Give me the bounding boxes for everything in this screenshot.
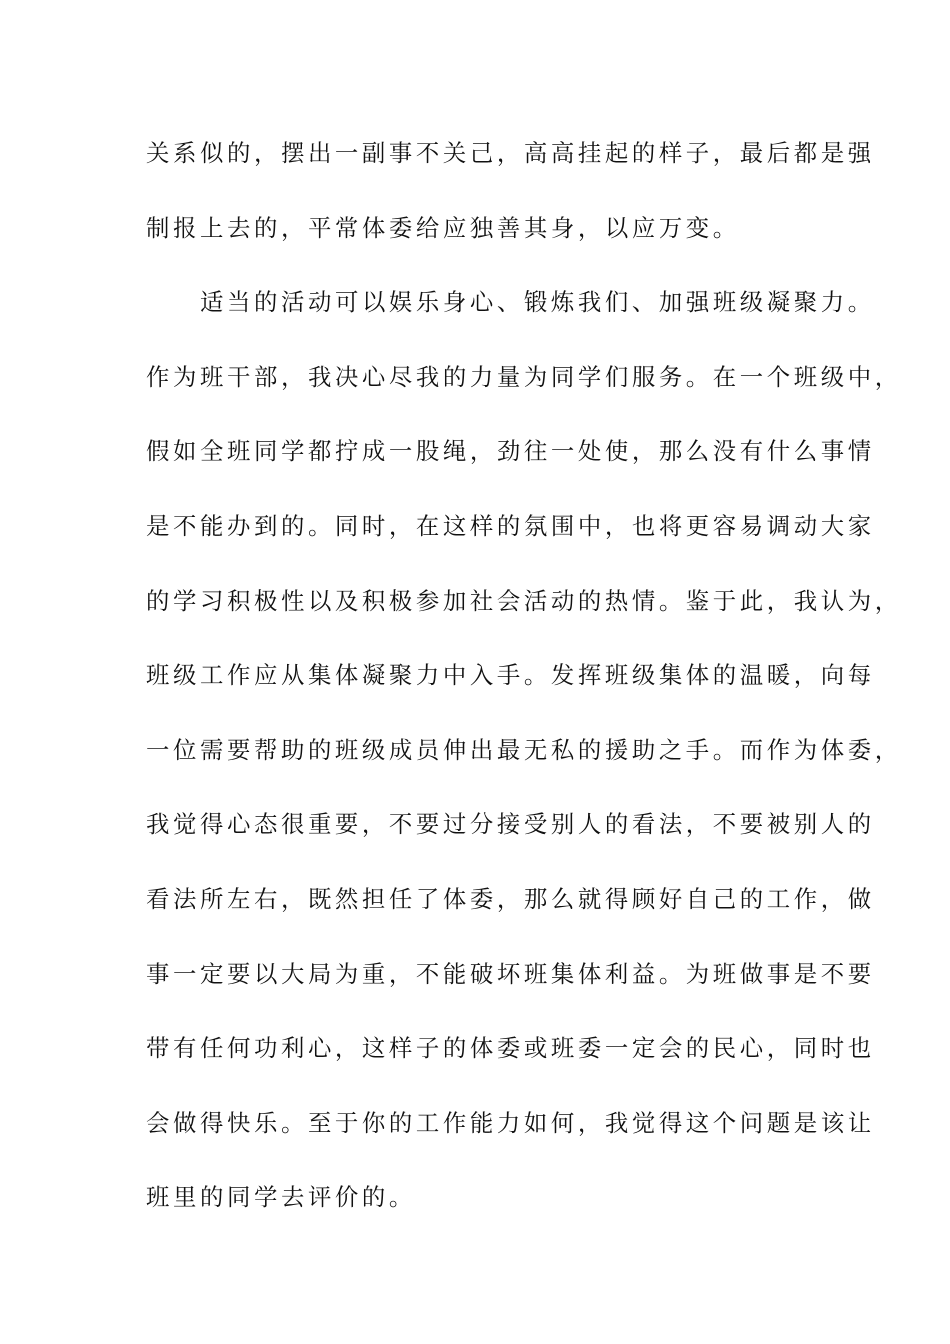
text-line: 看法所左右，既然担任了体委，那么就得顾好自己的工作，做	[146, 884, 875, 913]
text-line: 班里的同学去评价的。	[146, 1183, 416, 1212]
text-line: 制报上去的，平常体委给应独善其身，以应万变。	[146, 213, 740, 242]
text-line: 一位需要帮助的班级成员伸出最无私的援助之手。而作为体委，	[146, 735, 902, 764]
text-line: 是不能办到的。同时，在这样的氛围中，也将更容易调动大家	[146, 511, 875, 540]
text-line: 会做得快乐。至于你的工作能力如何，我觉得这个问题是该让	[146, 1108, 875, 1137]
text-line: 关系似的，摆出一副事不关己，高高挂起的样子，最后都是强	[146, 139, 875, 167]
body-text	[146, 131, 902, 1250]
text-line: 我觉得心态很重要，不要过分接受别人的看法，不要被别人的	[146, 810, 875, 839]
text-line: 适当的活动可以娱乐身心、锻炼我们、加强班级凝聚力。	[200, 288, 875, 317]
text-line: 的学习积极性以及积极参加社会活动的热情。鉴于此，我认为，	[146, 586, 902, 615]
text-line: 假如全班同学都拧成一股绳，劲往一处使，那么没有什么事情	[146, 437, 875, 466]
text-line: 事一定要以大局为重，不能破坏班集体利益。为班做事是不要	[146, 959, 875, 988]
text-line: 作为班干部，我决心尽我的力量为同学们服务。在一个班级中，	[146, 362, 902, 391]
text-line: 带有任何功利心，这样子的体委或班委一定会的民心，同时也	[146, 1034, 875, 1063]
text-line: 班级工作应从集体凝聚力中入手。发挥班级集体的温暖，向每	[146, 661, 875, 690]
